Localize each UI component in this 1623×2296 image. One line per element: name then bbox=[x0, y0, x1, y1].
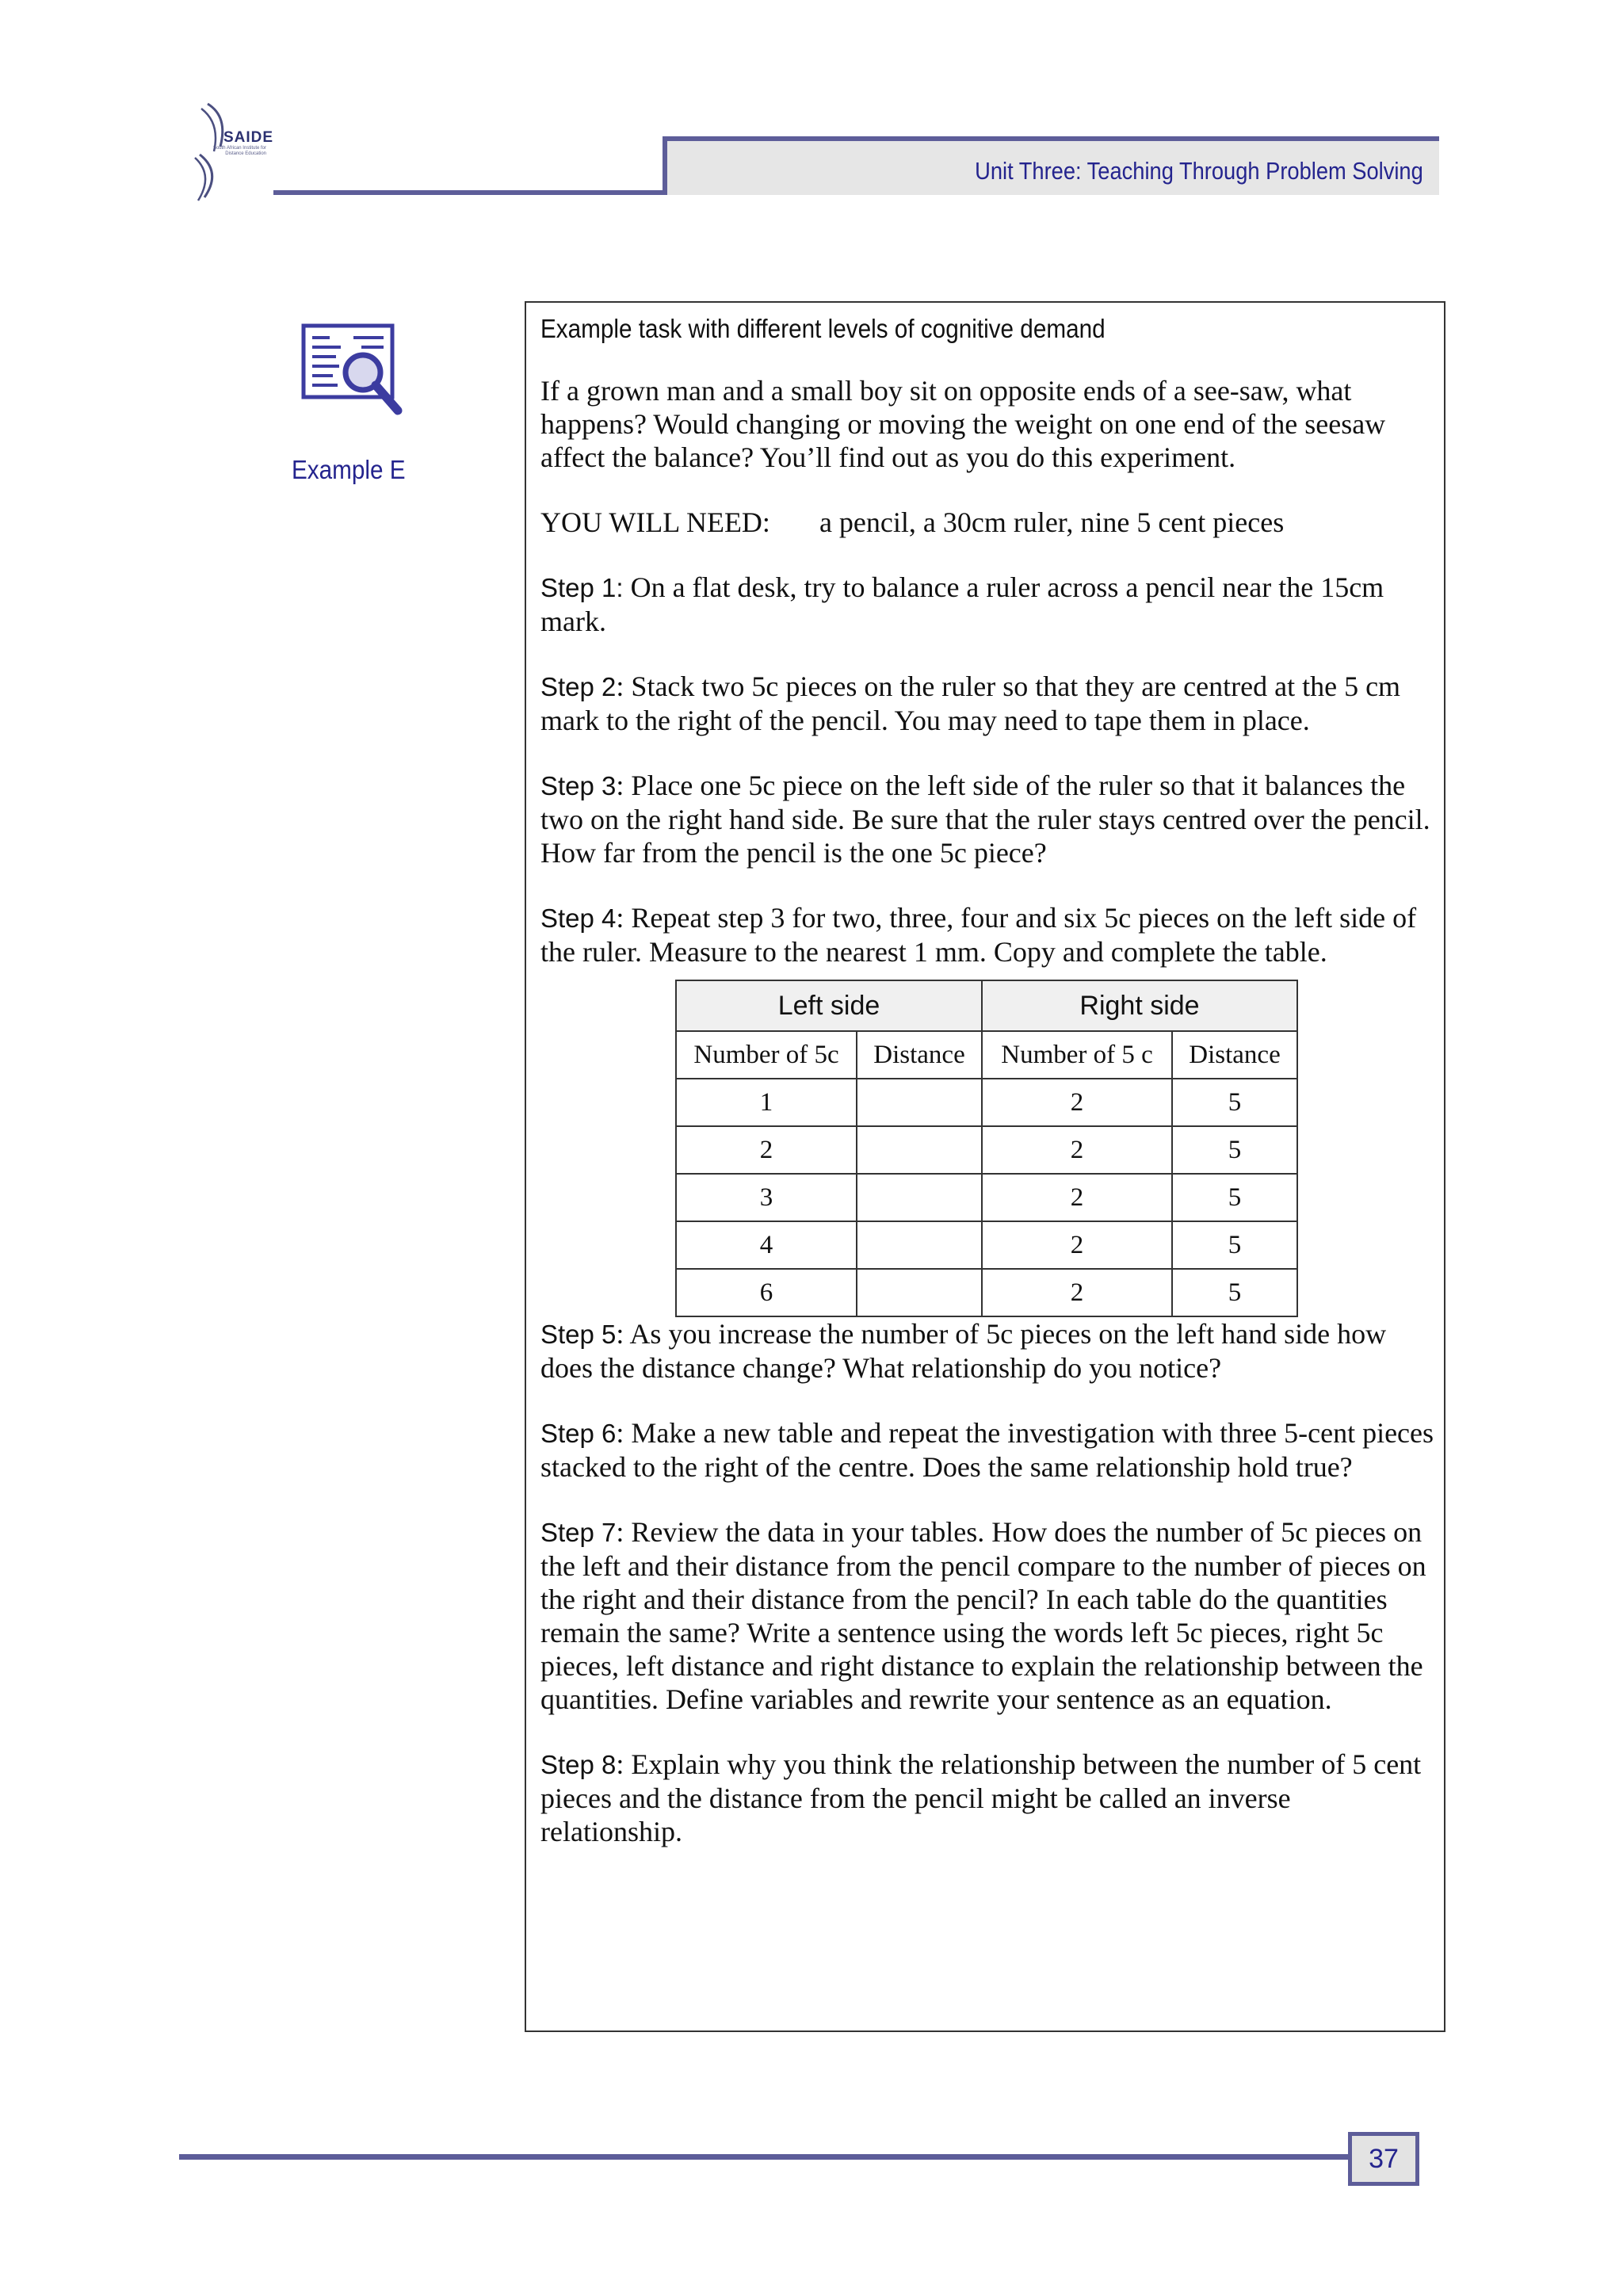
table-cell: 5 bbox=[1172, 1221, 1297, 1269]
column-header: Number of 5c bbox=[676, 1031, 857, 1079]
table-group-header-row bbox=[676, 980, 1297, 1031]
table-cell: 5 bbox=[1172, 1269, 1297, 1316]
step-3 bbox=[540, 769, 1436, 869]
table-cell bbox=[857, 1269, 982, 1316]
page-number: 37 bbox=[1352, 2136, 1415, 2182]
example-label: Example E bbox=[292, 455, 406, 484]
table-cell: 5 bbox=[1172, 1126, 1297, 1174]
step-text: : Stack two 5c pieces on the ruler so that they are centred at the 5 cm mark to the right of the pencil. You may need to tape them in place. bbox=[540, 670, 1401, 736]
step-label: Step 8 bbox=[540, 1750, 617, 1779]
column-header: Distance bbox=[1172, 1031, 1297, 1079]
header-rule-left bbox=[273, 190, 667, 195]
column-header: Number of 5 c bbox=[982, 1031, 1172, 1079]
logo-text: SAIDE bbox=[223, 129, 274, 146]
table-cell bbox=[857, 1126, 982, 1174]
unit-title: Unit Three: Teaching Through Problem Solving bbox=[975, 157, 1423, 185]
step-label: Step 7 bbox=[540, 1518, 617, 1547]
step-label: Step 5 bbox=[540, 1320, 617, 1349]
group-header-left: Left side bbox=[676, 980, 982, 1031]
table-cell bbox=[857, 1221, 982, 1269]
table-cell: 2 bbox=[982, 1174, 1172, 1221]
step-label: Step 3 bbox=[540, 771, 617, 800]
logo-subtext: South African Institute for Distance Education bbox=[212, 146, 266, 156]
step-text: : Make a new table and repeat the investigation with three 5-cent pieces stacked to the right of the centre. Does the same relationship hold true? bbox=[540, 1417, 1434, 1483]
step-label: Step 6 bbox=[540, 1419, 617, 1448]
table-column-header-row bbox=[676, 1031, 1297, 1079]
step-text: On a flat desk, try to balance a ruler across a pencil near the 15cm mark. bbox=[540, 571, 1384, 637]
step-text: : Repeat step 3 for two, three, four and six 5c pieces on the left side of the ruler. Measure to the nearest 1 mm. Copy and complete the table. bbox=[540, 902, 1417, 968]
step-5 bbox=[540, 1317, 1436, 1385]
materials-label: YOU WILL NEED: bbox=[540, 506, 770, 538]
table-cell: 2 bbox=[982, 1269, 1172, 1316]
step-text: : Review the data in your tables. How does the number of 5c pieces on the left and their distance from the pencil compare to the number of pieces on the right and their distance from the pencil? In each table do the quantities remain the same? Write a sentence using the words left 5c pieces, right 5c pieces, left distance and right distance to explain the relationship between the quantities. Define variables and rewrite your sentence as an equation. bbox=[540, 1516, 1426, 1715]
table-cell: 1 bbox=[676, 1079, 857, 1126]
footer-rule bbox=[179, 2154, 1348, 2160]
step-text: : Place one 5c piece on the left side of the ruler so that it balances the two on the right hand side. Be sure that the ruler stays centred over the pencil. How far from the pencil is the one 5c piece? bbox=[540, 770, 1430, 869]
page-number-box bbox=[1348, 2132, 1419, 2186]
table-cell: 2 bbox=[982, 1221, 1172, 1269]
task-intro: If a grown man and a small boy sit on opposite ends of a see-saw, what happens? Would changing or moving the weight on one end of the seesaw affect the balance? You’ll find out as you do this experiment. bbox=[540, 375, 1386, 473]
table-row bbox=[676, 1079, 1297, 1126]
balance-table bbox=[675, 980, 1298, 1317]
step-4 bbox=[540, 901, 1436, 968]
table-row bbox=[676, 1221, 1297, 1269]
table-cell: 5 bbox=[1172, 1079, 1297, 1126]
table-cell: 4 bbox=[676, 1221, 857, 1269]
materials-line bbox=[540, 506, 1436, 539]
table-cell: 2 bbox=[982, 1126, 1172, 1174]
header-rule-vertical bbox=[663, 136, 667, 195]
materials-value: a pencil, a 30cm ruler, nine 5 cent pieces bbox=[819, 506, 1285, 538]
table-row bbox=[676, 1174, 1297, 1221]
table-cell: 6 bbox=[676, 1269, 857, 1316]
step-2 bbox=[540, 670, 1436, 737]
header-rule-top bbox=[663, 136, 1439, 141]
table-cell: 2 bbox=[982, 1079, 1172, 1126]
step-1 bbox=[540, 571, 1436, 638]
step-label: Step 1: bbox=[540, 573, 624, 602]
step-label: Step 4 bbox=[540, 904, 617, 933]
example-task-content bbox=[540, 314, 1436, 1880]
step-label: Step 2 bbox=[540, 672, 617, 701]
table-row bbox=[676, 1126, 1297, 1174]
step-text: : As you increase the number of 5c pieces on the left hand side how does the distance change? What relationship do you notice? bbox=[540, 1318, 1387, 1384]
table-cell bbox=[857, 1174, 982, 1221]
table-row bbox=[676, 1269, 1297, 1316]
step-6 bbox=[540, 1416, 1436, 1484]
document-magnifier-icon bbox=[301, 323, 408, 418]
step-8 bbox=[540, 1748, 1436, 1848]
table-cell bbox=[857, 1079, 982, 1126]
column-header: Distance bbox=[857, 1031, 982, 1079]
group-header-right: Right side bbox=[982, 980, 1297, 1031]
table-cell: 3 bbox=[676, 1174, 857, 1221]
step-text: : Explain why you think the relationship between the number of 5 cent pieces and the distance from the pencil might be called an inverse relationship. bbox=[540, 1748, 1422, 1847]
table-cell: 2 bbox=[676, 1126, 857, 1174]
step-7 bbox=[540, 1515, 1436, 1716]
table-cell: 5 bbox=[1172, 1174, 1297, 1221]
task-title: Example task with different levels of cognitive demand bbox=[540, 314, 1106, 343]
